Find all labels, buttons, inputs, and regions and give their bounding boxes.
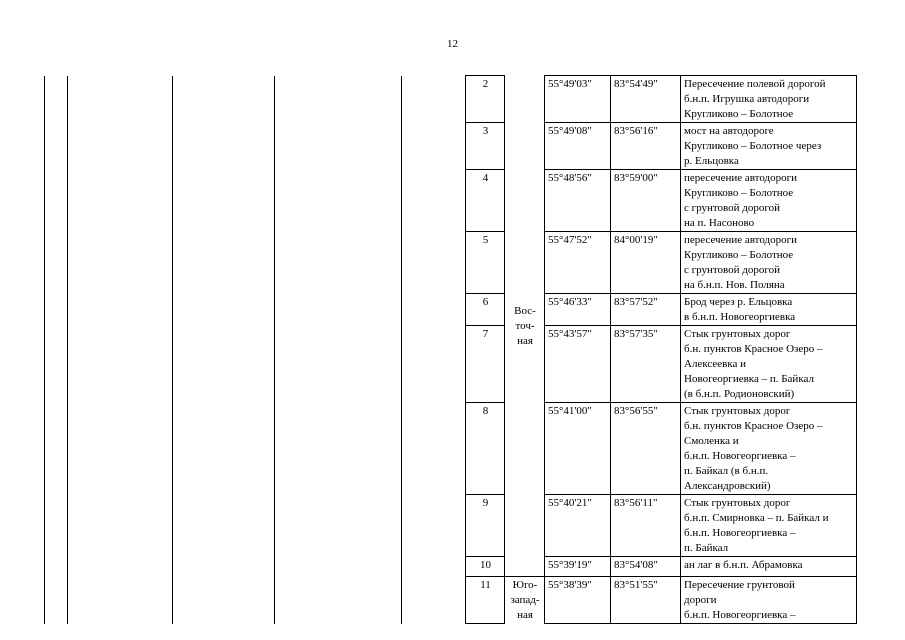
latitude: 55°39'19" [545,557,611,577]
description-line: дороги [684,594,717,606]
description-line: Алексеевка и [684,358,747,370]
blank-column-3 [173,76,275,624]
blank-column-5 [402,76,466,624]
description [681,294,857,326]
description-line: Стык грунтовых дорог [684,328,791,340]
page-number: 12 [447,38,458,50]
description-line: б.н.п. Новогеоргиевка – [684,450,796,462]
latitude: 55°41'00" [545,403,611,495]
description-line: Стык грунтовых дорог [684,497,791,509]
description-line: с грунтовой дорогой [684,202,781,214]
description-line: Брод через р. Ельцовка [684,296,793,308]
description-line: р. Ельцовка [684,155,739,167]
description-line: Кругликово – Болотное [684,249,794,261]
description-line: на б.н.п. Нов. Поляна [684,279,785,291]
blank-column-2 [68,76,173,624]
blank-column-1 [45,76,68,624]
description-line: Александровский) [684,480,771,492]
description-line: б.н.п. Смирновка – п. Байкал и [684,512,829,524]
point-number: 7 [466,326,505,403]
description-line: мост на автодороге [684,125,774,137]
description-line: б.н.п. Игрушка автодороги [684,93,810,105]
description [681,326,857,403]
description [681,403,857,495]
description-line: пересечение автодороги [684,234,798,246]
latitude: 55°46'33" [545,294,611,326]
table-row [45,76,857,123]
point-number: 10 [466,557,505,577]
side-label-line: точ- [515,319,535,332]
side-label-line: Вос- [514,304,536,317]
latitude: 55°43'57" [545,326,611,403]
longitude: 83°56'11" [611,495,681,557]
side-label-line: ная [517,334,533,347]
description-line: Смоленка и [684,435,739,447]
side-label-line: запад- [510,594,540,606]
point-number: 2 [466,76,505,123]
description-line: пересечение автодороги [684,172,798,184]
point-number: 5 [466,232,505,294]
latitude: 55°40'21" [545,495,611,557]
longitude: 83°56'55" [611,403,681,495]
point-number: 6 [466,294,505,326]
description-line: Кругликово – Болотное [684,108,794,120]
description-line: п. Байкал [684,542,729,554]
description-line: в б.н.п. Новогеоргиевка [684,311,796,323]
description-line: с грунтовой дорогой [684,264,781,276]
blank-column-4 [275,76,402,624]
description [681,170,857,232]
description [681,232,857,294]
description [681,123,857,170]
description-line: Новогеоргиевка – п. Байкал [684,373,814,385]
description [681,495,857,557]
description-line: Пересечение грунтовой [684,579,795,591]
description-line: б.н. пунктов Красное Озеро – [684,343,823,355]
description-line: (в б.н.п. Родионовский) [684,388,795,400]
table-body [45,76,857,624]
longitude: 84°00'19" [611,232,681,294]
description-line: Стык грунтовых дорог [684,405,791,417]
longitude: 83°57'35" [611,326,681,403]
description [681,76,857,123]
longitude: 83°54'49" [611,76,681,123]
description-line: Кругликово – Болотное [684,187,794,199]
description-line: на п. Насоново [684,217,755,229]
latitude: 55°47'52" [545,232,611,294]
longitude: 83°51'55" [611,577,681,624]
latitude: 55°48'56" [545,170,611,232]
side-label-line: Юго- [512,579,538,591]
point-number: 3 [466,123,505,170]
side-label-east [505,76,545,577]
side-label-line: ная [517,609,533,621]
longitude: 83°54'08" [611,557,681,577]
latitude: 55°38'39" [545,577,611,624]
point-number: 9 [466,495,505,557]
description [681,557,857,577]
description-line: ан лаг в б.н.п. Абрамовка [684,559,803,571]
longitude: 83°57'52" [611,294,681,326]
point-number: 11 [466,577,505,624]
description-line: п. Байкал (в б.н.п. [684,465,769,477]
point-number: 4 [466,170,505,232]
longitude: 83°59'00" [611,170,681,232]
description [681,577,857,624]
description-line: б.н.п. Новогеоргиевка – [684,527,796,539]
description-line: Пересечение полевой дорогой [684,78,826,90]
latitude: 55°49'08" [545,123,611,170]
description-line: б.н. пунктов Красное Озеро – [684,420,823,432]
longitude: 83°56'16" [611,123,681,170]
side-label-southwest [505,577,545,624]
boundary-points-table [44,75,857,624]
latitude: 55°49'03" [545,76,611,123]
description-line: Кругликово – Болотное через [684,140,822,152]
description-line: б.н.п. Новогеоргиевка – [684,609,796,621]
point-number: 8 [466,403,505,495]
